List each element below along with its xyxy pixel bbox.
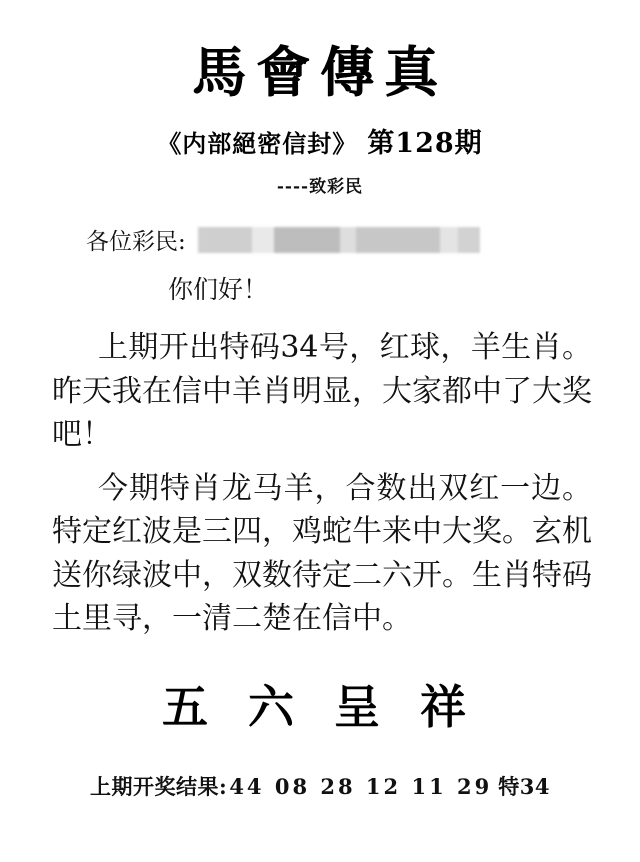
slogan: 五 六 呈 祥 xyxy=(161,679,479,734)
greeting-label: 各位彩民: xyxy=(86,229,186,255)
document-page xyxy=(0,30,640,862)
tagline: ----致彩民 xyxy=(276,177,364,197)
body-text xyxy=(0,326,640,641)
greeting-row xyxy=(0,223,640,256)
paragraph-2: 今期特肖龙马羊，合数出双红一边。特定红波是三四，鸡蛇牛来中大奖。玄机送你绿波中，双数待定二六开。生肖特码土里寻，一清二楚在信中。 xyxy=(52,470,592,636)
subtitle xyxy=(0,121,640,160)
result-numbers: 44 08 28 12 11 29 xyxy=(229,773,493,799)
issue-number: 第128期 xyxy=(367,128,483,159)
hello-line: 你们好！ xyxy=(168,275,269,304)
previous-result xyxy=(0,771,640,801)
result-special: 特34 xyxy=(498,773,550,799)
paragraph-1: 上期开出特码34号，红球，羊生肖。昨天我在信中羊肖明显，大家都中了大奖吧！ xyxy=(52,330,592,452)
page-title: 馬會傳真 xyxy=(192,40,448,104)
redacted-block xyxy=(190,227,480,253)
subtitle-secret-envelope: 《内部絕密信封》 xyxy=(157,129,358,158)
result-label: 上期开奖结果: xyxy=(90,773,228,799)
